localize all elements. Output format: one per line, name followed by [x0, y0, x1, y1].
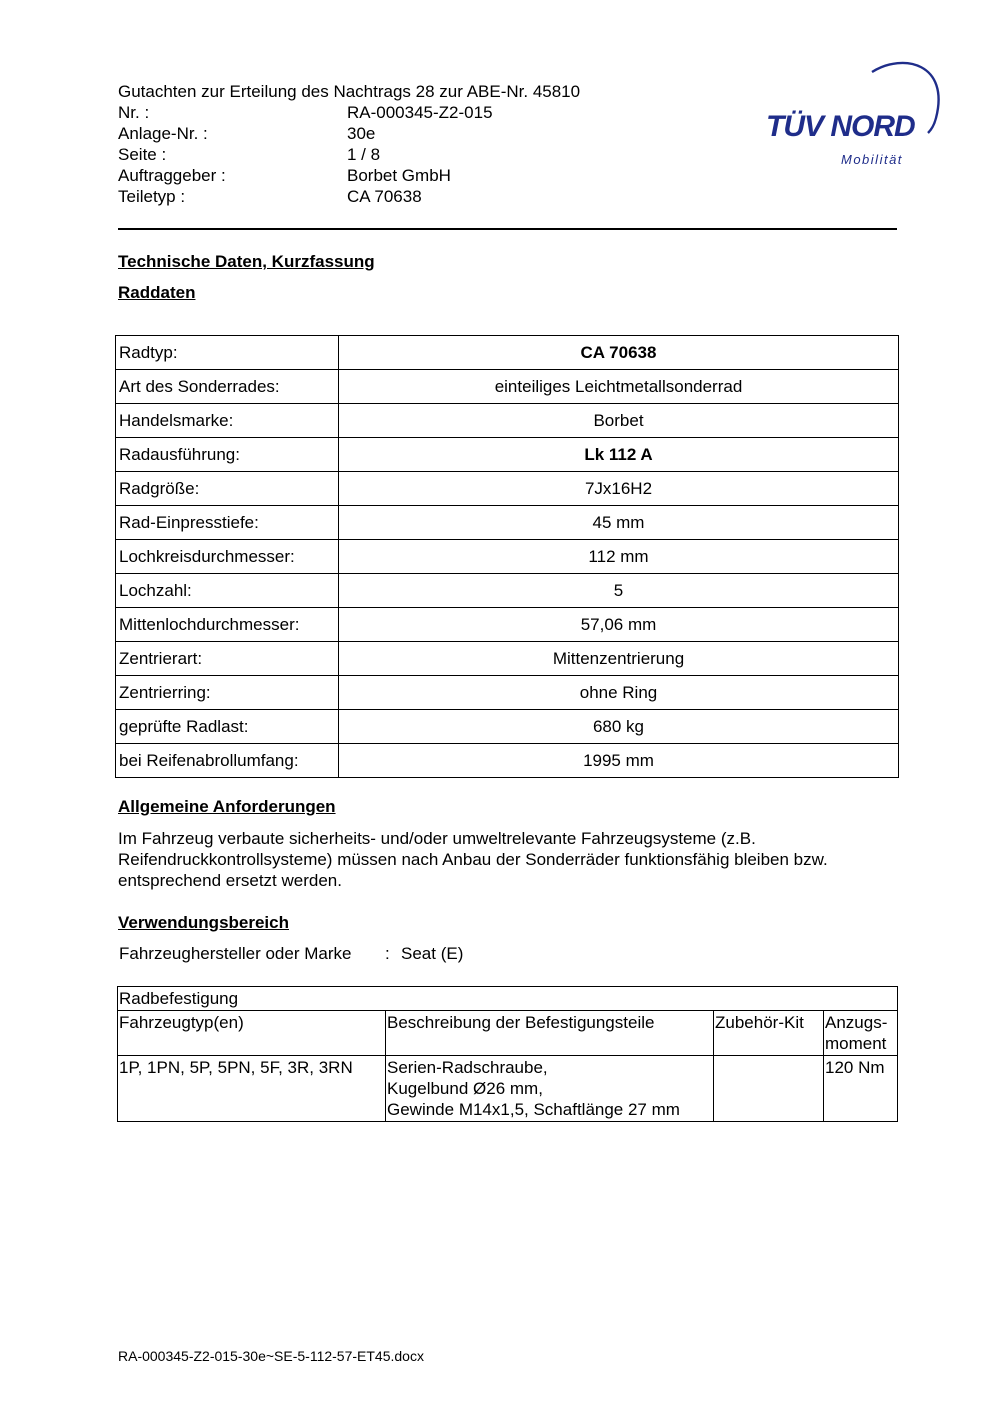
row-label: Lochzahl: [116, 574, 339, 608]
header-value: RA-000345-Z2-015 [347, 103, 493, 122]
row-label: Zentrierring: [116, 676, 339, 710]
row-value: Lk 112 A [339, 438, 899, 472]
header-cell-torque [824, 1011, 898, 1056]
table-row [116, 370, 899, 404]
header-value: Borbet GmbH [347, 166, 451, 185]
table-row [116, 438, 899, 472]
header-value: 1 / 8 [347, 145, 381, 164]
row-label: bei Reifenabrollumfang: [116, 744, 339, 778]
row-value: CA 70638 [339, 336, 899, 370]
table-row [116, 540, 899, 574]
logo-subtitle: Mobilität [841, 152, 903, 167]
row-label: Radgröße: [116, 472, 339, 506]
document-header [118, 81, 580, 207]
general-requirements-text [118, 828, 918, 891]
row-label: Rad-Einpresstiefe: [116, 506, 339, 540]
header-value: 30e [347, 124, 376, 143]
header-cell: Fahrzeugtyp(en) [118, 1011, 386, 1056]
footer-filename: RA-000345-Z2-015-30e~SE-5-112-57-ET45.docx [118, 1348, 424, 1364]
heading-usage: Verwendungsbereich [118, 913, 289, 932]
table-row [116, 710, 899, 744]
vehicle-types-cell: 1P, 1PN, 5P, 5PN, 5F, 3R, 3RN [118, 1056, 386, 1122]
wheel-data-table [115, 335, 899, 778]
header-label: Teiletyp : [118, 187, 186, 206]
usage-separator: : [385, 944, 390, 963]
text-line: Reifendruckkontrollsysteme) müssen nach Anbau der Sonderräder funktionsfähig bleiben bzw. [118, 850, 828, 869]
text-line: entsprechend ersetzt werden. [118, 871, 342, 890]
table-row [116, 676, 899, 710]
mounting-title: Radbefestigung [118, 987, 898, 1011]
header-label: Auftraggeber : [118, 166, 226, 185]
header-line: moment [825, 1034, 887, 1053]
row-label: Radausführung: [116, 438, 339, 472]
row-value: einteiliges Leichtmetallsonderrad [339, 370, 899, 404]
row-value: 45 mm [339, 506, 899, 540]
row-label: Radtyp: [116, 336, 339, 370]
usage-label: Fahrzeughersteller oder Marke [119, 944, 352, 963]
tuv-nord-logo [764, 56, 944, 171]
table-row [116, 404, 899, 438]
heading-general: Allgemeine Anforderungen [118, 797, 336, 816]
row-value: ohne Ring [339, 676, 899, 710]
row-value: 112 mm [339, 540, 899, 574]
header-divider [118, 228, 897, 230]
desc-line: Gewinde M14x1,5, Schaftlänge 27 mm [387, 1100, 680, 1119]
header-label: Anlage-Nr. : [118, 124, 208, 143]
document-title: Gutachten zur Erteilung des Nachtrags 28 zur ABE-Nr. 45810 [118, 82, 581, 101]
table-title-row [118, 987, 898, 1011]
row-value: Mittenzentrierung [339, 642, 899, 676]
row-label: Lochkreisdurchmesser: [116, 540, 339, 574]
row-value: 7Jx16H2 [339, 472, 899, 506]
table-row [116, 472, 899, 506]
row-value: 57,06 mm [339, 608, 899, 642]
header-cell: Zubehör-Kit [714, 1011, 824, 1056]
heading-tech-data: Technische Daten, Kurzfassung [118, 252, 375, 271]
table-row [116, 642, 899, 676]
table-row [116, 744, 899, 778]
header-row-seite [118, 144, 580, 165]
text-line: Im Fahrzeug verbaute sicherheits- und/oder umweltrelevante Fahrzeugsysteme (z.B. [118, 829, 756, 848]
header-line: Anzugs- [825, 1013, 888, 1032]
header-row-auftraggeber [118, 165, 580, 186]
header-cell: Beschreibung der Befestigungsteile [386, 1011, 714, 1056]
table-row [116, 336, 899, 370]
heading-wheel-data: Raddaten [118, 283, 196, 302]
torque-cell: 120 Nm [824, 1056, 898, 1122]
usage-value: Seat (E) [401, 944, 464, 963]
row-label: Mittenlochdurchmesser: [116, 608, 339, 642]
description-cell [386, 1056, 714, 1122]
header-label: Nr. : [118, 103, 150, 122]
usage-manufacturer [119, 944, 463, 964]
header-row-nr [118, 102, 580, 123]
table-header-row [118, 1011, 898, 1056]
row-label: Art des Sonderrades: [116, 370, 339, 404]
row-label: Handelsmarke: [116, 404, 339, 438]
table-row [116, 574, 899, 608]
row-label: Zentrierart: [116, 642, 339, 676]
table-row [116, 506, 899, 540]
row-value: Borbet [339, 404, 899, 438]
logo-brand: TÜV NORD [766, 110, 915, 143]
header-row-teiletyp [118, 186, 580, 207]
table-row [118, 1056, 898, 1122]
desc-line: Serien-Radschraube, [387, 1058, 548, 1077]
row-label: geprüfte Radlast: [116, 710, 339, 744]
row-value: 5 [339, 574, 899, 608]
wheel-mounting-table [117, 986, 898, 1122]
desc-line: Kugelbund Ø26 mm, [387, 1079, 543, 1098]
kit-cell [714, 1056, 824, 1122]
header-row-anlage [118, 123, 580, 144]
header-label: Seite : [118, 145, 167, 164]
row-value: 1995 mm [339, 744, 899, 778]
row-value: 680 kg [339, 710, 899, 744]
header-value: CA 70638 [347, 187, 422, 206]
table-row [116, 608, 899, 642]
